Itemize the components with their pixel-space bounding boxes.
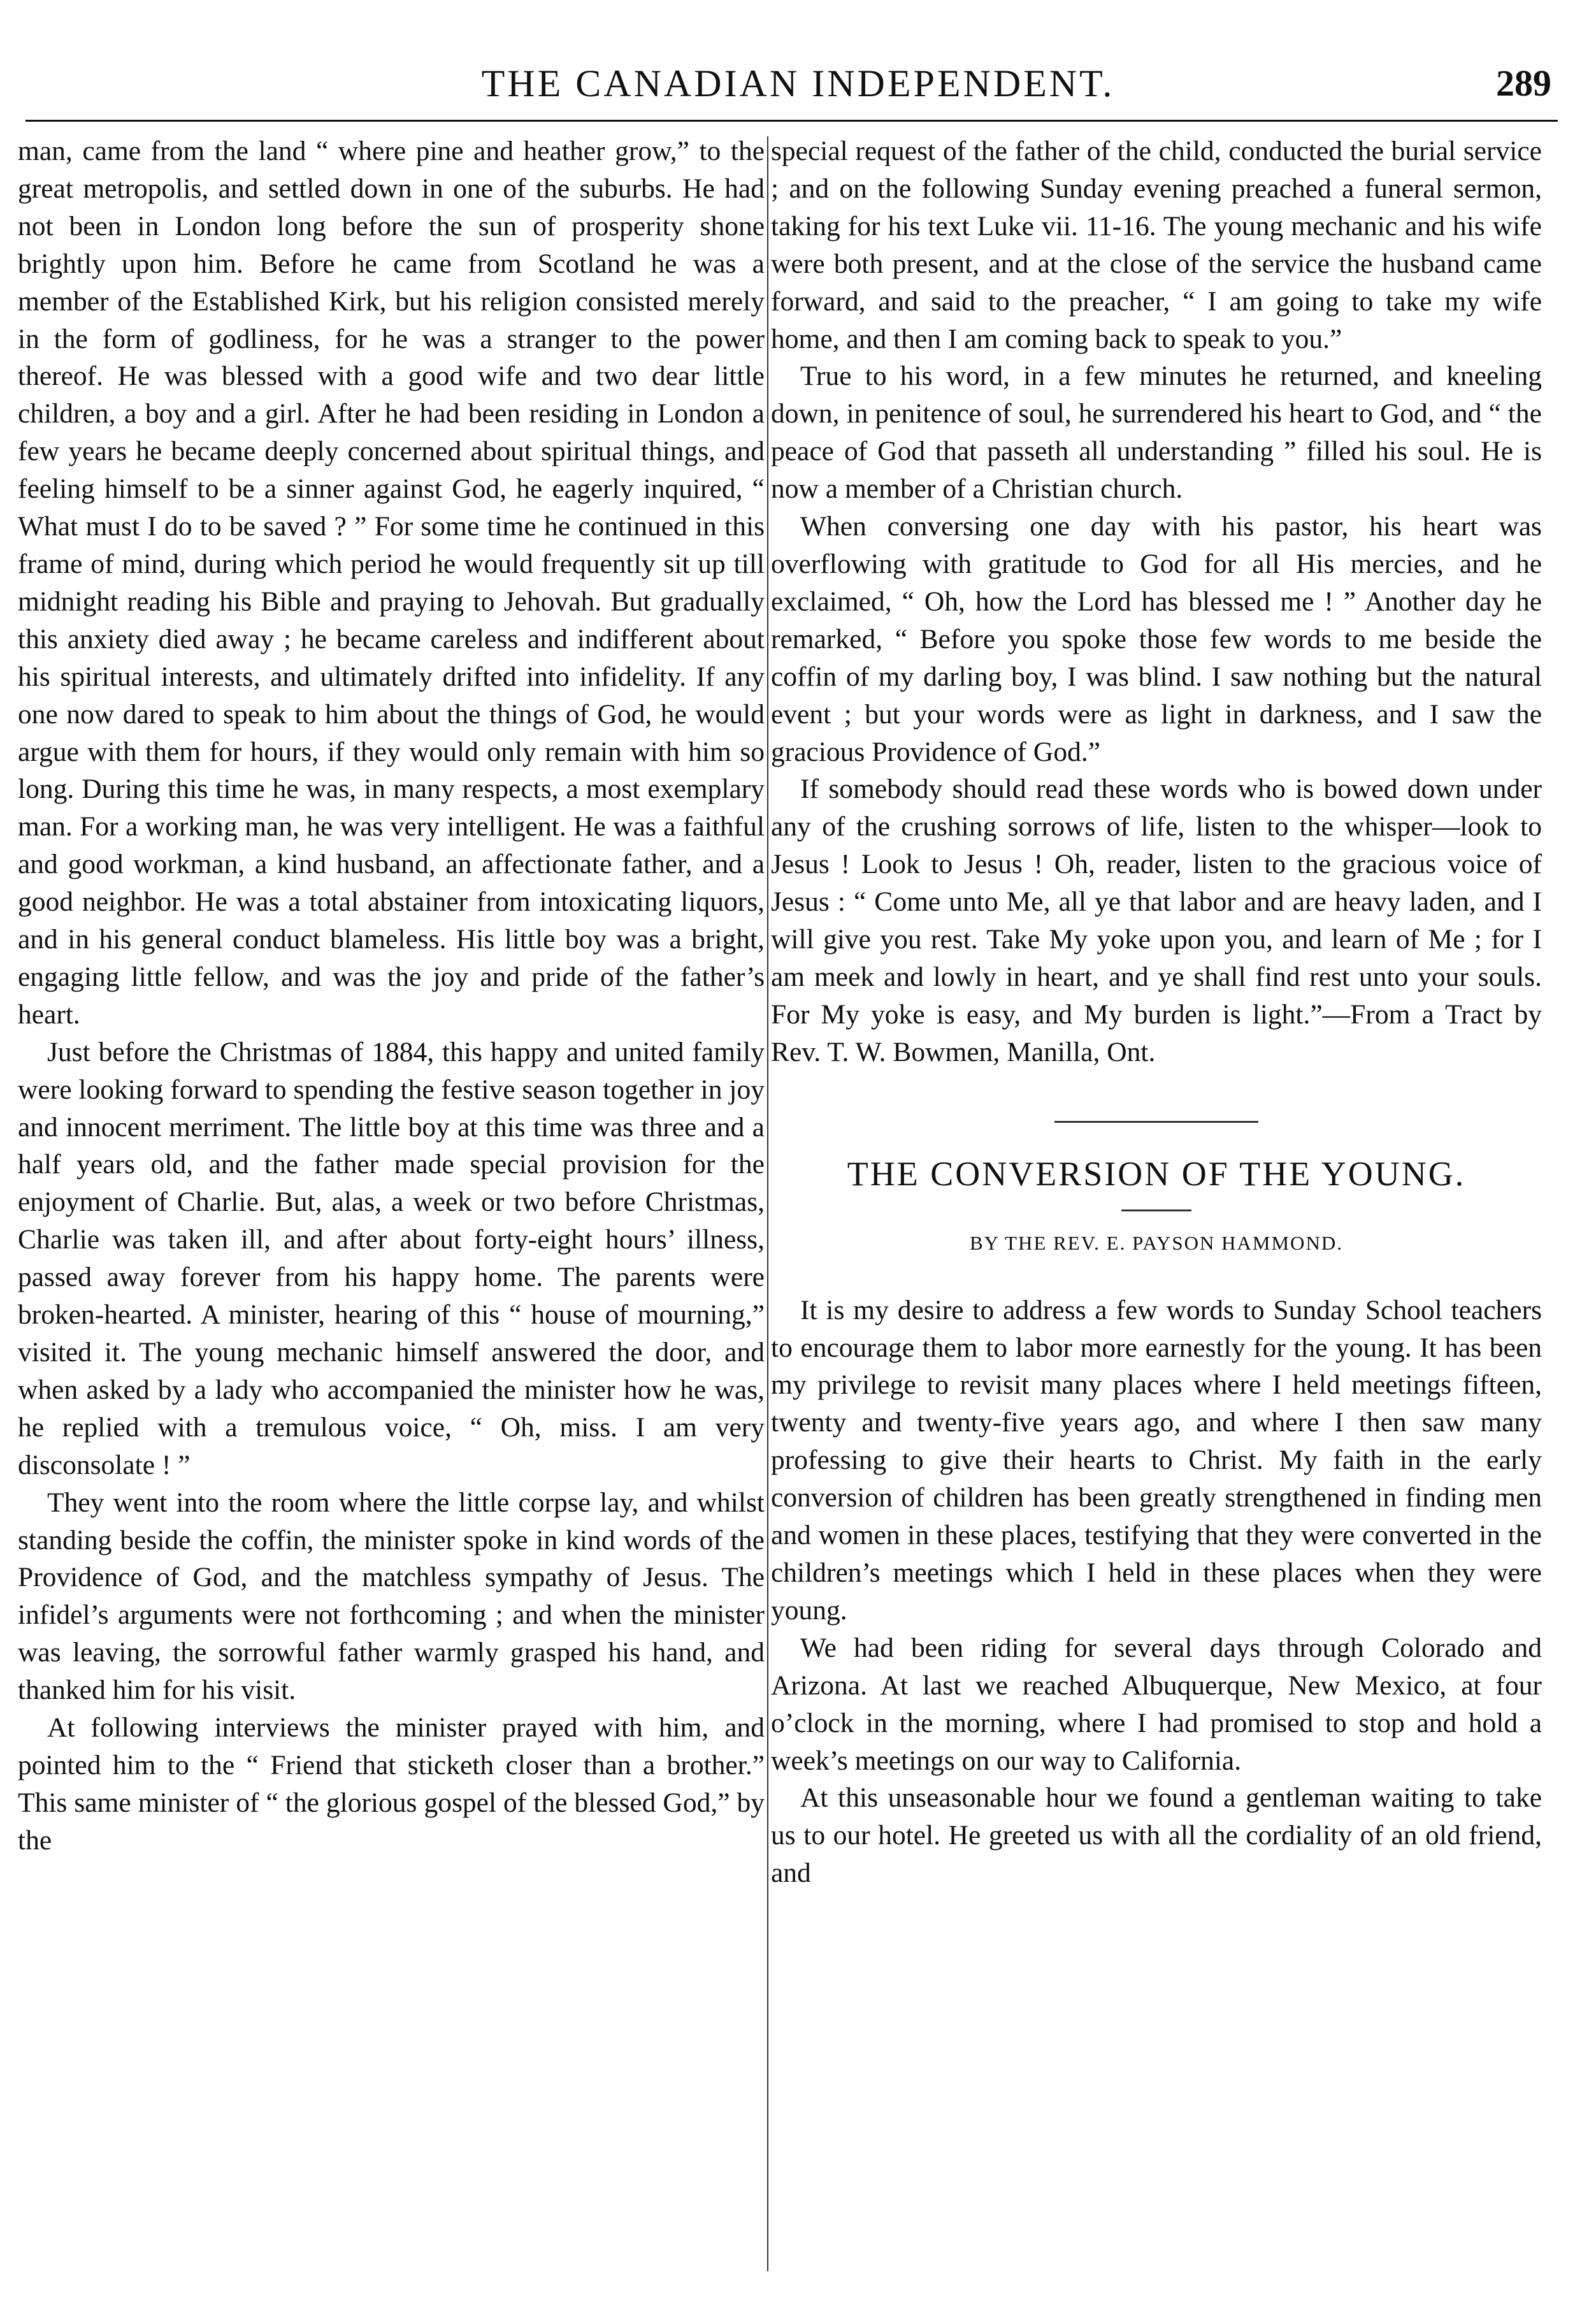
left-column xyxy=(18,133,765,2274)
article-paragraph: They went into the room where the little corpse lay, and whilst standing beside the coffin, the minister spoke in kind words of the Providence of God, and the matchless sympathy of Jesus. The infidel’s arguments were not forthcoming ; and when the minister was leaving, the sorrowful father warmly grasped his hand, and thanked him for his visit. xyxy=(18,1487,765,1706)
section-separator xyxy=(1054,1121,1258,1123)
byline: BY THE REV. E. PAYSON HAMMOND. xyxy=(970,1231,1343,1254)
right-column xyxy=(771,133,1542,2274)
article-paragraph: At following interviews the minister prayed with him, and pointed him to the “ Friend that sticketh closer than a brother.” This same minister of “ the glorious gospel of the blessed God,” by the xyxy=(18,1712,765,1856)
title-underline xyxy=(1121,1209,1191,1211)
publication-title: THE CANADIAN INDEPENDENT. xyxy=(481,62,1115,105)
header-rule xyxy=(25,120,1558,122)
article-paragraph: man, came from the land “ where pine and heather grow,” to the great metropolis, and settled down in one of the suburbs. He had not been in London long before the sun of prosperity shone brightly upon him. Before he came from Scotland he was a member of the Established Kirk, but his religion consisted merely in the form of godliness, for he was a stranger to the power thereof. He was blessed with a good wife and two dear little children, a boy and a girl. After he had been residing in London a few years he became deeply concerned about spiritual things, and feeling himself to be a sinner against God, he eagerly inquired, “ What must I do to be saved ? ” For some time he continued in this frame of mind, during which period he would frequently sit up till midnight reading his Bible and praying to Jehovah. But gradually this anxiety died away ; he became careless and indifferent about his spiritual interests, and ultimately drifted into infidelity. If any one now dared to speak to him about the things of God, he would argue with them for hours, if they would only remain with him so long. During this time he was, in many respects, a most exemplary man. For a working man, he was very intelligent. He was a faithful and good workman, a kind husband, an affectionate father, and a good neighbor. He was a total abstainer from intoxicating liquors, and in his general conduct blameless. His little boy was a bright, engaging little fellow, and was the joy and pride of the father’s heart. xyxy=(18,136,765,1030)
article-paragraph: Just before the Christmas of 1884, this happy and united family were looking forward to spending the festive season together in joy and innocent merriment. The little boy at this time was three and a half years old, and the father made special provision for the enjoyment of Charlie. But, alas, a week or two before Christmas, Charlie was taken ill, and after about forty-eight hours’ illness, passed away forever from his happy home. The parents were broken-hearted. A minister, hearing of this “ house of mourning,” visited it. The young mechanic himself answered the door, and when asked by a lady who accompanied the minister how he was, he replied with a tremulous voice, “ Oh, miss. I am very disconsolate ! ” xyxy=(18,1036,765,1480)
article-paragraph: True to his word, in a few minutes he returned, and kneeling down, in penitence of soul, he surrendered his heart to God, and “ the peace of God that passeth all understanding ” filled his soul. He is now a member of a Christian church. xyxy=(771,361,1542,505)
page-header xyxy=(0,61,1596,122)
article-paragraph: When conversing one day with his pastor, his heart was overflowing with gratitude to God for all His mercies, and he exclaimed, “ Oh, how the Lord has blessed me ! ” Another day he remarked, “ Before you spoke those few words to me beside the coffin of my darling boy, I was blind. I saw nothing but the natural event ; but your words were as light in darkness, and I saw the gracious Providence of God.” xyxy=(771,511,1542,767)
article-paragraph: If somebody should read these words who is bowed down under any of the crushing sorrows of life, listen to the whisper—look to Jesus ! Look to Jesus ! Oh, reader, listen to the gracious voice of Jesus : “ Come unto Me, all ye that labor and are heavy laden, and I will give you rest. Take My yoke upon you, and learn of Me ; for I am meek and lowly in heart, and ye shall find rest unto your souls. For My yoke is easy, and My burden is light.”—From a Tract by Rev. T. W. Bowmen, Manilla, Ont. xyxy=(771,774,1542,1067)
page-number: 289 xyxy=(1496,62,1551,104)
column-divider xyxy=(767,136,768,2271)
article-paragraph: We had been riding for several days through Colorado and Arizona. At last we reached Albuquerque, New Mexico, at four o’clock in the morning, where I had promised to stop and hold a week’s meetings on our way to California. xyxy=(771,1632,1542,1776)
article-paragraph: special request of the father of the child, conducted the burial service ; and on the following Sunday evening preached a funeral sermon, taking for his text Luke vii. 11-16. The young mechanic and his wife were both present, and at the close of the service the husband came forward, and said to the preacher, “ I am going to take my wife home, and then I am coming back to speak to you.” xyxy=(771,136,1542,354)
article-paragraph: It is my desire to address a few words to Sunday School teachers to encourage them to labor more earnestly for the young. It has been my privilege to revisit many places where I held meetings fifteen, twenty and twenty-five years ago, and where I then saw many professing to give their hearts to Christ. My faith in the early conversion of children has been greatly strengthened in finding men and women in these places, testifying that they were converted in the children’s meetings which I held in these places when they were young. xyxy=(771,1294,1542,1626)
section-title: THE CONVERSION OF THE YOUNG. xyxy=(847,1154,1466,1193)
article-paragraph: At this unseasonable hour we found a gentleman waiting to take us to our hotel. He greeted us with all the cordiality of an old friend, and xyxy=(771,1782,1542,1889)
